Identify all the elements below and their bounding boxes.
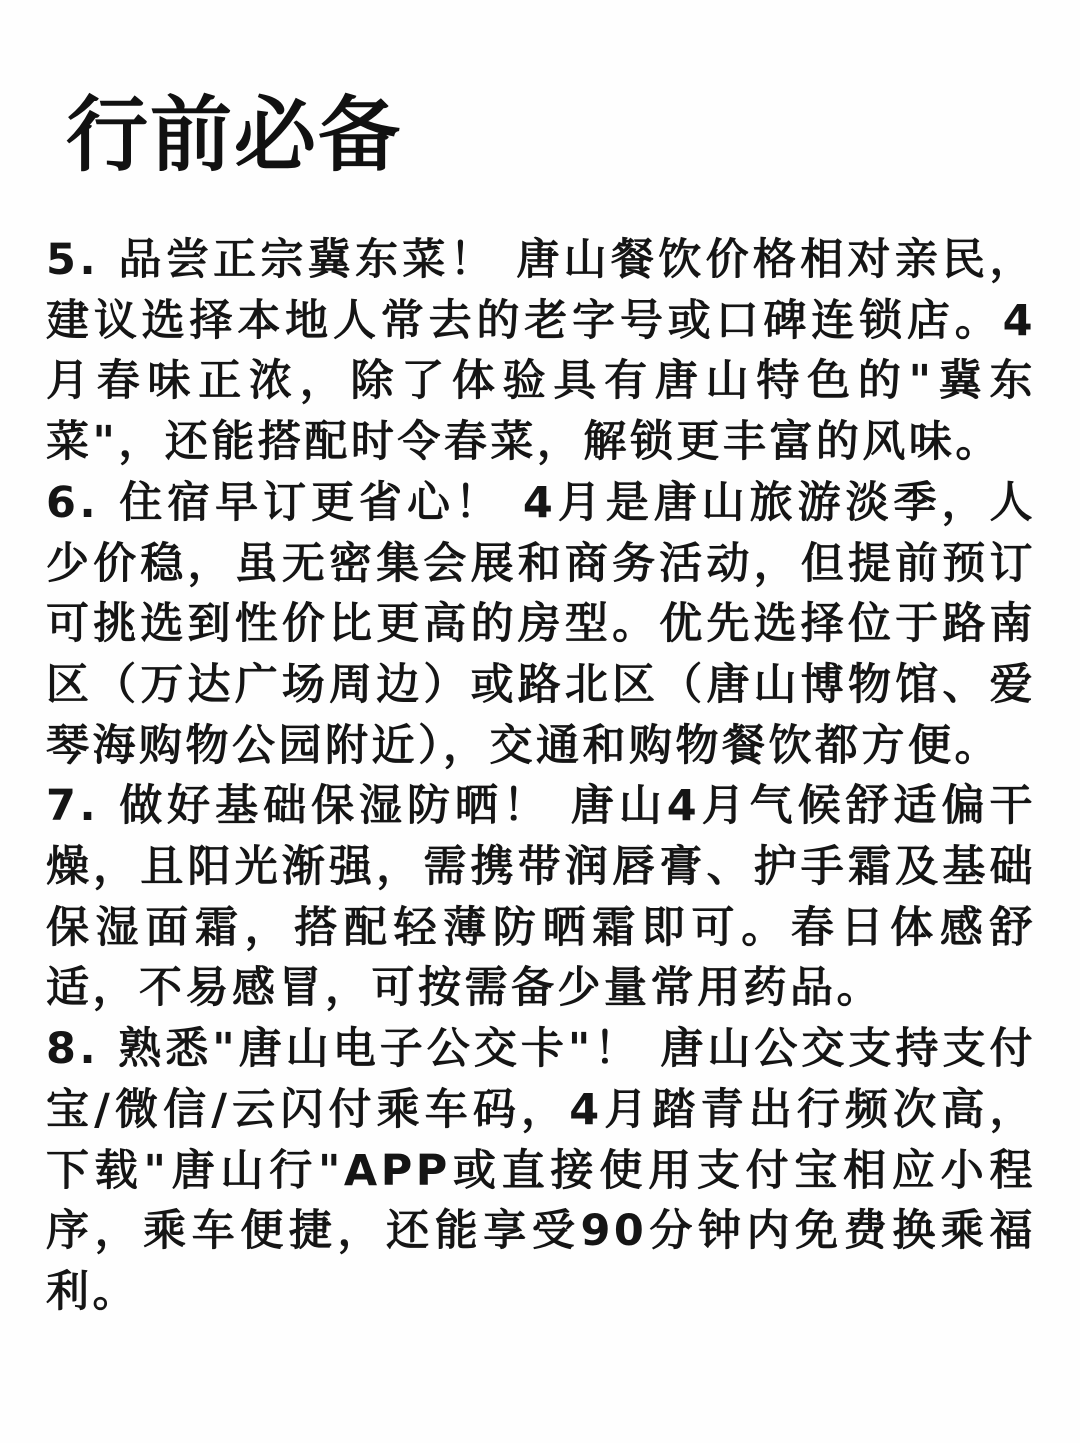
tip-7-paragraph: 7. 做好基础保湿防晒！ 唐山4月气候舒适偏干燥，且阳光渐强，需携带润唇膏、护手霜及基础保湿面霜，搭配轻薄防晒霜即可。春日体感舒适，不易感冒，可按需备少量常用药品。 <box>46 781 1036 1014</box>
page-title: 行前必备 <box>66 88 403 183</box>
tip-5-paragraph: 5. 品尝正宗冀东菜！ 唐山餐饮价格相对亲民，建议选择本地人常去的老字号或口碑连锁店。4月春味正浓，除了体验具有唐山特色的"冀东菜"，还能搭配时令春菜，解锁更丰富的风味。 <box>46 235 1036 468</box>
tip-8-paragraph: 8. 熟悉"唐山电子公交卡"！ 唐山公交支持支付宝/微信/云闪付乘车码，4月踏青出行频次高，下载"唐山行"APP或直接使用支付宝相应小程序，乘车便捷，还能享受90分钟内免费换乘福利。 <box>46 1024 1036 1317</box>
tip-6-paragraph: 6. 住宿早订更省心！ 4月是唐山旅游淡季，人少价稳，虽无密集会展和商务活动，但提前预订可挑选到性价比更高的房型。优先选择位于路南区（万达广场周边）或路北区（唐山博物馆、爱琴海购物公园附近），交通和购物餐饮都方便。 <box>46 477 1036 771</box>
tips-list <box>46 230 1036 1323</box>
